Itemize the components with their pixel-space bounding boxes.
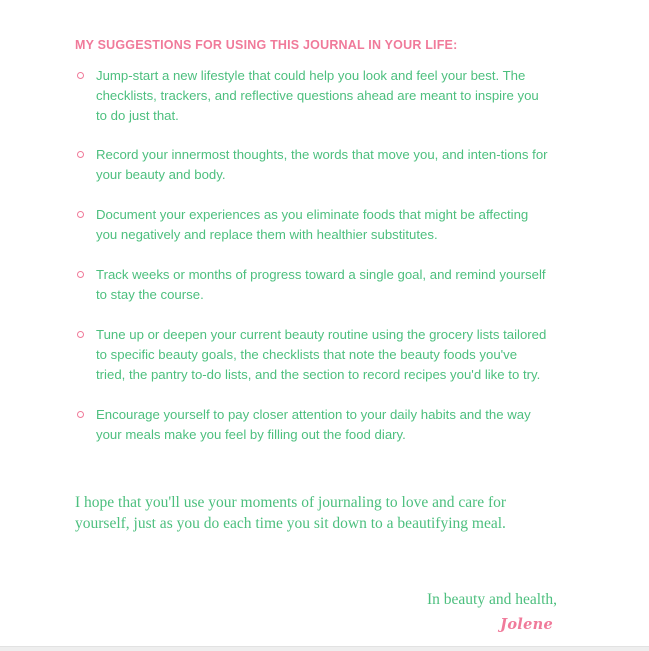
- open-circle-bullet-icon: [77, 331, 84, 338]
- open-circle-bullet-icon: [77, 271, 84, 278]
- list-item: [75, 325, 550, 385]
- open-circle-bullet-icon: [77, 151, 84, 158]
- closing-paragraph: I hope that you'll use your moments of journaling to love and care for yourself, just as you do each time you sit down to a beautifying meal.: [75, 494, 507, 532]
- author-signature: Jolene: [500, 616, 553, 633]
- list-item: [75, 145, 550, 185]
- list-item-text: Tune up or deepen your current beauty routine using the grocery lists tailored to specific beauty goals, the checklists that note the beauty foods you've tried, the pantry to-do lists, and the section to record recipes you'd like to try.: [96, 327, 547, 382]
- signoff-line: In beauty and health,: [427, 591, 557, 608]
- list-item: [75, 205, 550, 245]
- list-item-text: Track weeks or months of progress toward a single goal, and remind yourself to stay the course.: [96, 267, 546, 302]
- list-item-text: Encourage yourself to pay closer attention to your daily habits and the way your meals make you feel by filling out the food diary.: [96, 407, 531, 442]
- list-item-text: Record your innermost thoughts, the words that move you, and inten-tions for your beauty and body.: [96, 147, 548, 182]
- page-bottom-border: [0, 646, 649, 651]
- list-item-text: Jump-start a new lifestyle that could help you look and feel your best. The checklists, trackers, and reflective questions ahead are meant to inspire you to do just that.: [96, 68, 539, 123]
- open-circle-bullet-icon: [77, 411, 84, 418]
- suggestions-list: [75, 66, 550, 445]
- open-circle-bullet-icon: [77, 211, 84, 218]
- section-heading: MY SUGGESTIONS FOR USING THIS JOURNAL IN YOUR LIFE:: [75, 38, 458, 52]
- list-item: [75, 66, 550, 126]
- open-circle-bullet-icon: [77, 72, 84, 79]
- list-item-text: Document your experiences as you eliminate foods that might be affecting you negatively and replace them with healthier substitutes.: [96, 207, 529, 242]
- list-item: [75, 405, 550, 445]
- list-item: [75, 265, 550, 305]
